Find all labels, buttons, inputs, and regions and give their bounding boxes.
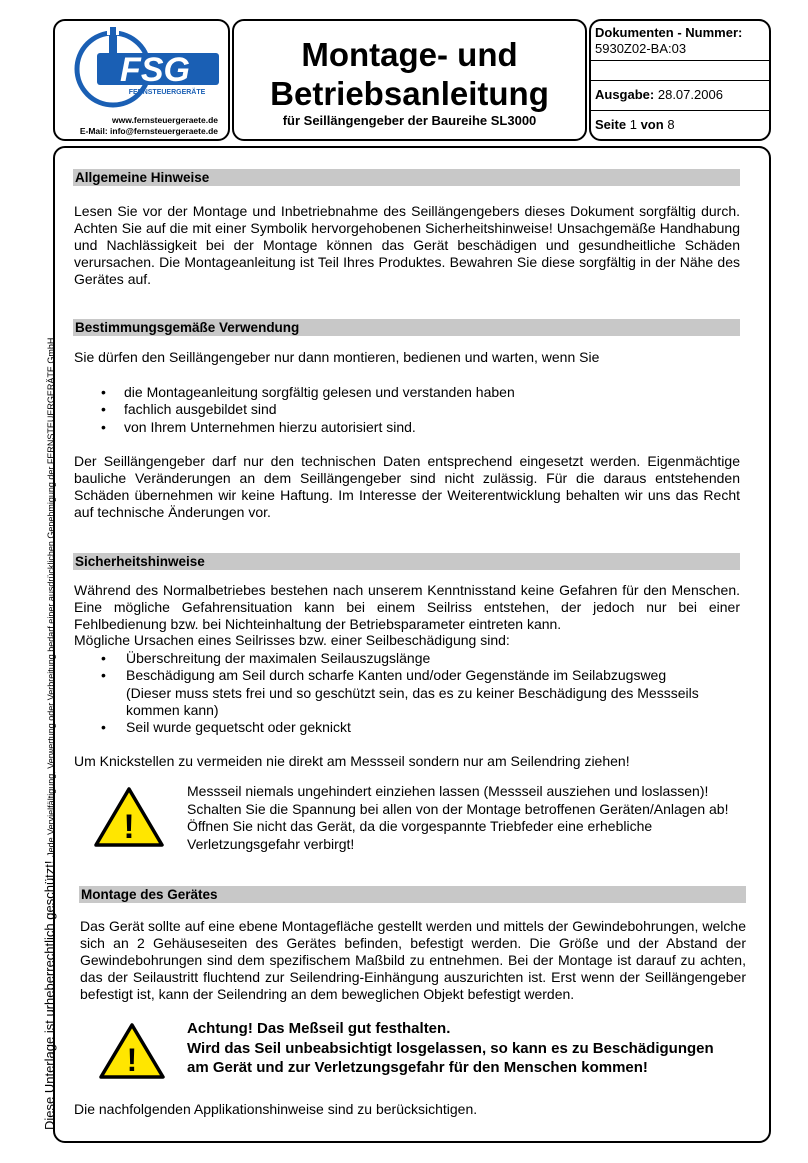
heading-safety: Sicherheitshinweise (73, 553, 740, 570)
doc-number-label: Dokumenten - Nummer: (595, 25, 743, 40)
intended-use-text: Der Seillängengeber darf nur den technischen Daten entsprechend eingesetzt werden. Eigenmächtige bauliche Veränderungen an dem Seillängengeber sind nicht zulässig. Für die daraus entstehenden Schäden übernehmen wir keine Haftung. Im Interesse der Weiterentwicklung behalten wir uns das Recht auf technische Änderungen vor. (74, 453, 740, 520)
title-box (232, 19, 587, 141)
document-info-box (589, 19, 771, 141)
mounting-footer-note: Die nachfolgenden Applikationshinweise sind zu berücksichtigen. (74, 1101, 478, 1117)
document-title (234, 35, 585, 113)
logo-subtext: FERNSTEUERGERÄTE (128, 89, 206, 96)
warning-line: Wird das Seil unbeabsichtigt losgelassen, so kann es zu Beschädigungen (187, 1039, 714, 1057)
safety-text: Während des Normalbetriebes bestehen nach unserem Kenntnisstand keine Gefahren für den Menschen. Eine mögliche Gefahrensituation kann bei einem Seilriss entstehen, der jedoch nur bei einer Fehlbedienung bzw. bei Nichteinhaltung der Betriebsparameter eintreten kann. (74, 582, 740, 632)
fsg-logo (63, 25, 223, 113)
list-item: • Überschreitung der maximalen Seilauszugslänge (74, 650, 744, 667)
issue-label: Ausgabe: (595, 87, 655, 102)
safety-warning (187, 783, 757, 853)
doc-number: 5930Z02-BA:03 (595, 41, 687, 56)
list-item: • Beschädigung am Seil durch scharfe Kanten und/oder Gegenstände im Seilabzugsweg (74, 667, 744, 684)
website-link[interactable]: www.fernsteuergeraete.de (112, 115, 218, 125)
warning-line: Achtung! Das Meßseil gut festhalten. (187, 1020, 451, 1037)
list-item: • von Ihrem Unternehmen hierzu autorisiert sind. (74, 419, 740, 436)
svg-text:!: ! (126, 1042, 138, 1078)
page-row (591, 111, 769, 141)
list-item: • Seil wurde gequetscht oder geknickt (74, 719, 744, 736)
mounting-warning (187, 1019, 757, 1078)
list-item: • die Montageanleitung sorgfältig gelesen und verstanden haben (74, 384, 740, 401)
list-item-note: (Dieser muss stets frei und so geschützt sein, das es zu keiner Beschädigung des Messseils kommen kann) (126, 684, 699, 718)
doc-blank-row (591, 61, 769, 81)
document-subtitle: für Seillängengeber der Baureihe SL3000 (282, 113, 537, 128)
heading-general: Allgemeine Hinweise (73, 169, 740, 186)
warning-line: Verletzungsgefahr verbirgt! (187, 835, 355, 852)
mounting-text: Das Gerät sollte auf eine ebene Montagefläche gestellt werden und mittels der Gewindebohrungen, welche sich an 2 Gehäuseseiten des Gerätes befinden, befestigt werden. Die Größe und der Abstand der Gewindebohrungen sind dem spezifischem Maßbild zu entnehmen. Bei der Montage ist darauf zu achten, das der Seilaustritt fluchtend zur Seilendring-Einhängung auszurichten ist. Erst wenn der Seillängengeber befestigt ist, kann der Seilendring an dem beweglichen Objekt befestigt werden. (80, 918, 746, 1002)
doc-number-row (591, 21, 769, 61)
title-line-2: Betriebsanleitung (270, 75, 549, 112)
svg-text:!: ! (123, 808, 135, 846)
warning-line: am Gerät und zur Verletzungsgefahr für den Menschen kommen! (187, 1059, 648, 1076)
safety-causes-list (74, 650, 744, 736)
safety-tip: Um Knickstellen zu vermeiden nie direkt am Messseil sondern nur am Seilendring ziehen! (74, 753, 630, 769)
warning-triangle-icon (98, 1022, 166, 1080)
issue-date: 28.07.2006 (657, 87, 723, 102)
heading-intended-use: Bestimmungsgemäße Verwendung (73, 319, 740, 336)
warning-line: Messseil niemals ungehindert einziehen lassen (Messseil ausziehen und loslassen)! (187, 783, 709, 799)
page-of: von (640, 117, 664, 132)
safety-causes-intro: Mögliche Ursachen eines Seilrisses bzw. einer Seilbeschädigung sind: (74, 632, 510, 648)
general-text: Lesen Sie vor der Montage und Inbetriebnahme des Seillängengebers dieses Dokument sorgfältig durch. Achten Sie auf die mit einer Symbolik hervorgehobenen Sicherheitshinweise! Unsachgemäße Handhabung und Nachlässigkeit bei der Montage können das Gerät beschädigen und gesundheitliche Schäden verursachen. Die Montageanleitung ist Teil Ihres Produktes. Bewahren Sie diese sorgfältig in der Nähe des Gerätes auf. (74, 203, 740, 287)
issue-row (591, 81, 769, 111)
title-line-1: Montage- und (301, 36, 518, 73)
warning-triangle-icon (93, 786, 165, 848)
list-item: • fachlich ausgebildet sind (74, 401, 740, 418)
page-label: Seite (595, 117, 627, 132)
page-current: 1 (629, 117, 637, 132)
heading-mounting: Montage des Gerätes (79, 886, 746, 903)
logo-box (53, 19, 230, 141)
intended-use-intro: Sie dürfen den Seillängengeber nur dann montieren, bedienen und warten, wenn Sie (74, 349, 600, 365)
warning-line: Öffnen Sie nicht das Gerät, da die vorgespannte Triebfeder eine erhebliche (187, 818, 653, 834)
email-link[interactable]: E-Mail: info@fernsteuergeraete.de (79, 126, 218, 136)
logo-text: FSG (120, 51, 190, 89)
warning-line: Schalten Sie die Spannung bei allen von der Montage betroffenen Geräten/Anlagen ab! (187, 800, 729, 817)
copyright-large: Diese Unterlage ist urheberrechtlich geschützt! (42, 860, 57, 1130)
intended-use-list (74, 384, 740, 436)
page-total: 8 (667, 117, 675, 132)
copyright-small: Jede Vervielfältigung, Verwertung oder Verbreitung bedarf einer ausdrücklichen Genehmigung der FERNSTEUERGERÄTE GmbH. (46, 335, 56, 857)
